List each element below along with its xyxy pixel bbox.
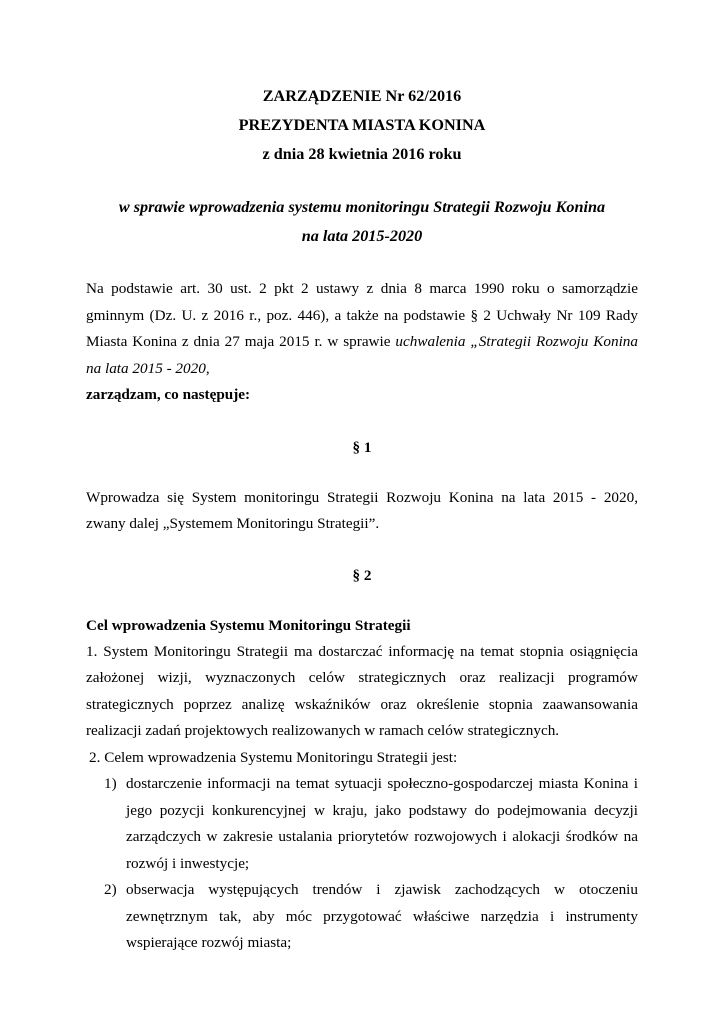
document-header <box>86 82 638 169</box>
subject-line-2: na lata 2015-2020 <box>301 227 423 245</box>
section-1-label: § 1 <box>352 438 372 456</box>
legal-basis-italic: uchwalenia „Strategii Rozwoju Konina na lata 2015 - 2020 <box>86 333 638 377</box>
decree-formula: zarządzam, co następuje: <box>86 386 251 403</box>
decree-number: ZARZĄDZENIE Nr 62/2016 <box>262 87 462 105</box>
list-item-number: 2) <box>104 881 117 898</box>
list-item <box>86 771 638 877</box>
legal-basis-text: Na podstawie art. 30 ust. 2 pkt 2 ustawy z dnia 8 marca 1990 roku o samorządzie gminnym (Dz. U. z 2016 r., poz. 446), a także na podstawie § 2 Uchwały Nr 109 Rady Miasta Konina z dnia 27 maja 2015 r. w sprawie <box>86 280 638 350</box>
list-item-number: 1) <box>104 775 117 792</box>
section-1-text: Wprowadza się System monitoringu Strategii Rozwoju Konina na lata 2015 - 2020, zwany dalej „Systemem Monitoringu Strategii”. <box>86 488 638 532</box>
list-item-text: dostarczenie informacji na temat sytuacji społeczno-gospodarczej miasta Konina i jego pozycji konkurencyjnej w kraju, jako podstawy do podejmowania decyzji zarządczych w zakresie ustalania priorytetów rozwojowych i alokacji środków na rozwój i inwestycje; <box>126 775 638 872</box>
section-2-heading: Cel wprowadzenia Systemu Monitoringu Strategii <box>86 616 411 634</box>
section-2-label: § 2 <box>352 566 372 584</box>
decree-subject <box>86 193 638 251</box>
legal-basis-paragraph <box>86 276 638 409</box>
list-item-text: obserwacja występujących trendów i zjawisk zachodzących w otoczeniu zewnętrznym tak, aby móc przygotować właściwe narzędzia i instrumenty wspierające rozwój miasta; <box>126 881 638 951</box>
list-item <box>86 877 638 957</box>
legal-basis-comma: , <box>205 359 210 377</box>
subject-line-1: w sprawie wprowadzenia systemu monitoringu Strategii Rozwoju Konina <box>118 198 606 216</box>
section-2-point-1: 1. System Monitoringu Strategii ma dostarczać informację na temat stopnia osiągnięcia założonej wizji, wyznaczonych celów strategicznych oraz realizacji programów strategicznych poprzez analizę wskaźników oraz określenie stopnia zaawansowania realizacji zadań projektowych realizowanych w ramach celów strategicznych. <box>86 642 638 739</box>
issuer: PREZYDENTA MIASTA KONINA <box>238 116 486 134</box>
decree-date: z dnia 28 kwietnia 2016 roku <box>262 145 462 163</box>
section-2-point-2: 2. Celem wprowadzenia Systemu Monitoringu Strategii jest: <box>89 748 458 766</box>
